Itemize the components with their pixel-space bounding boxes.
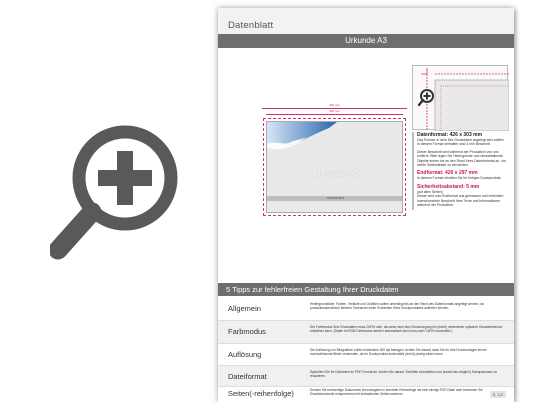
tip-label: Farbmodus xyxy=(228,327,266,336)
dimension-inner-label: 420 mm xyxy=(329,109,340,113)
data-format-text: Das Format, in dem Ihre Druckdaten angelegt sein sollten. In diesem Format verhalten sind 3 mm Beschnitt. xyxy=(417,138,505,147)
tip-text: Senden Sie mehrseitige Dokumente chronologisch in korrekter Reihenfolge als eine einzige PDF-Datei oder benennen Sie Einzeldokumente entsprechend mit fortlaufenden Seitennummern. xyxy=(310,388,483,397)
tip-row xyxy=(218,366,514,386)
data-format-heading: Datenformat: 426 x 303 mm xyxy=(417,132,483,138)
tip-label: Dateiformat xyxy=(228,372,267,381)
sheet-label: Datenblatt xyxy=(228,20,274,31)
magnifier-plus-icon xyxy=(50,118,180,268)
dimension-inner xyxy=(266,109,403,115)
tip-row xyxy=(218,321,514,343)
tips-title: 5 Tipps zur fehlerfreien Gestaltung Ihrer Druckdaten xyxy=(226,285,399,294)
sheet-title: Urkunde A3 xyxy=(345,36,387,45)
format-info xyxy=(412,132,508,210)
tip-row xyxy=(218,344,514,366)
datasheet-page xyxy=(218,8,514,402)
zoom-in-button[interactable] xyxy=(50,118,180,268)
sky-image xyxy=(267,122,337,152)
product-preview xyxy=(266,121,403,213)
tip-label: Auflösung xyxy=(228,350,262,359)
preview-strip-text: HOCHSCHULE xyxy=(326,197,345,200)
tip-text: Der Farbmodus Ihrer Druckdaten muss CMYK sein, da sonst nach dem Druckvorgang ein (leicht) veränderter optischer Gesamteindruck entstehen kann. (Daten im RGB-Farbmodus werden automatisch durch uns nach CMYK konvertiert.) xyxy=(310,325,503,334)
cut-text: Dieser Beschnitt wird während der Produktion von uns entfernt. Bitte legen Sie Hintergründe und randabfallende Objekte immer bis an den Rand Ihres Datenformats an, um weiße Seitenränder zu vermeiden. xyxy=(417,149,506,168)
safety-text: Dieser wird vom Endformat aus gemessen und verhindert unerwünschten Beschnitt Ihrer Texte und Informationen während der Produktion. xyxy=(417,194,504,208)
tip-text: Die Auflösung von Bildgrafiken sollte mindestens 300 dpi betragen. Achten Sie darauf, dass Sie für Ihre Druckvorlagen immer hochauflösende Bilder verwenden, da Ihr Druckprodukt andernfalls (leicht) pixelig wirken kann. xyxy=(310,348,487,357)
dimension-inner-line xyxy=(266,114,403,115)
end-format-text: In diesem Format erhalten Sie Ihr fertiges Druckprodukt. xyxy=(417,176,502,181)
safety-sub: (auf allen Seiten) xyxy=(417,189,443,194)
tip-label: Seiten(-reihenfolge) xyxy=(228,389,294,398)
tip-row xyxy=(218,298,514,320)
tip-text: Hintergrundbilder, Farben, Verläufe und Grafiken sollten unbedingt bis an den Rand des Datenformats angelegt werden, da produktionstechnisch kleinere Toleranzen beim Schneiden Ihres Druckproduktes auftreten können. xyxy=(310,302,484,311)
tip-text: Speichern Sie Ihr Dokument im PDF-Format ab. Achten Sie darauf, Schriften einzubetten und (soweit als möglich) Transparenzen zu reduzieren. xyxy=(310,370,498,379)
dimension-outer-label: 426 mm xyxy=(329,103,340,107)
page-number: S. 1/2 xyxy=(490,391,506,398)
tip-label: Allgemein xyxy=(228,304,261,313)
tip-row xyxy=(218,387,514,402)
detail-zoom-icon xyxy=(417,88,435,108)
safety-heading: Sicherheitsabstand: 5 mm xyxy=(417,183,480,190)
preview-title: Urkunde A3 xyxy=(311,168,360,178)
end-format-heading: Endformat: 420 x 297 mm xyxy=(417,170,478,177)
